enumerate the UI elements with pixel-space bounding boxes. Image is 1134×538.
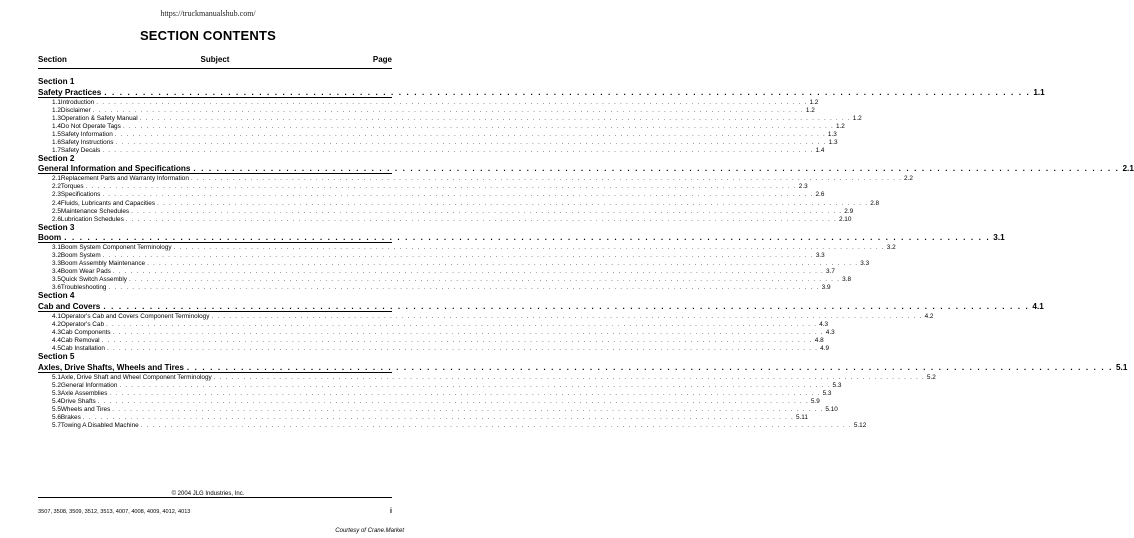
entry-title: Maintenance Schedules xyxy=(60,207,130,215)
section-label: Section 5 xyxy=(38,352,75,362)
section-heading[interactable] xyxy=(38,163,1134,174)
entry-title: Cab Removal xyxy=(60,337,100,345)
toc-entry[interactable] xyxy=(38,243,896,252)
entry-number: 1.1 xyxy=(52,98,61,106)
section-page: 1.1 xyxy=(1033,87,1045,97)
toc-entry[interactable] xyxy=(38,336,824,345)
toc-entry[interactable] xyxy=(38,215,852,223)
dot-leader: . . . . . . . . . . . . . . . . . . . . . . . . . . . . . . . . . . . . . . . . . . . . . . . . . . . . . . . . . . . . . . . . . . . . . . . . . . . . . . . . . . . . . . . . . . . . . . . . . . . . . . . . . . . . . . . . . . . . . . . . xyxy=(125,215,837,223)
entry-page: 2.2 xyxy=(904,175,913,183)
entry-page: 4.9 xyxy=(820,345,829,353)
toc-entry[interactable] xyxy=(38,405,838,413)
dot-leader: . . . . . . . . . . . . . . . . . . . . . . . . . . . . . . . . . . . . . . . . . . . . . . . . . . . . . . . . . . . . . . . . . . . . . . . . . . . . . . . . . . . . . . . . . . . . . . . . . . . . . . . . . . . . . . . . . . . . . . . . xyxy=(102,191,814,199)
column-header-page: Page xyxy=(372,55,392,64)
entry-page: 2.8 xyxy=(870,199,880,207)
toc-entry[interactable] xyxy=(38,397,820,405)
entry-title: Troubleshooting xyxy=(60,284,107,292)
dot-leader: . . . . . . . . . . . . . . . . . . . . . . . . . . . . . . . . . . . . . . . . . . . . . . . . . . . . . . . . . . . . . . . . . . . . . . . . . . . . . . . . . . . . . . . . . . . . . . . . . . . . . . . . . . . . . . . . . . . . . . . . xyxy=(173,244,885,252)
column-headers xyxy=(38,55,392,67)
section-heading[interactable] xyxy=(38,87,1045,98)
entry-page: 5.9 xyxy=(810,397,820,405)
dot-leader: . . . . . . . . . . . . . . . . . . . . . . . . . . . . . . . . . . . . . . . . . . . . . . . . . . . . . . . . . . . . . . . . . . . . . . . . . . . . . . . . . . . . . . . . . . . . . . . . . . . . . . . . . . . . . . . . . . . . . . . . xyxy=(106,345,819,353)
dot-leader: . . . . . . . . . . . . . . . . . . . . . . . . . . . . . . . . . . . . . . . . . . . . . . . . . . . . . . . . . . . . . . . . . . . . . . . . . . . . . . . . . . . . . . . . . . . . . . . . . . . . . . . . . . . . . . . . . . . . . . . . xyxy=(190,175,903,183)
dot-leader: . . . . . . . . . . . . . . . . . . . . . . . . . . . . . . . . . . . . . . . . . . . . . . . . . . . . . . . . . . . . . . . . . . . . . . . . . . . . . . . . . . . . . . . . . . . . . . . . . . . . . . . . . . . . . . . . . . . . . . . . xyxy=(104,87,1031,97)
dot-leader: . . . . . . . . . . . . . . . . . . . . . . . . . . . . . . . . . . . . . . . . . . . . . . . . . . . . . . . . . . . . . . . . . . . . . . . . . . . . . . . . . . . . . . . . . . . . . . . . . . . . . . . . . . . . . . . . . . . . . . . . xyxy=(140,421,852,429)
entry-page: 4.2 xyxy=(924,312,934,320)
entry-page: 4.3 xyxy=(819,320,829,328)
dot-leader: . . . . . . . . . . . . . . . . . . . . . . . . . . . . . . . . . . . . . . . . . . . . . . . . . . . . . . . . . . . . . . . . . . . . . . . . . . . . . . . . . . . . . . . . . . . . . . . . . . . . . . . . . . . . . . . . . . . . . . . . xyxy=(112,405,824,413)
entry-title: Towing A Disabled Machine xyxy=(60,421,139,429)
entry-number: 5.3 xyxy=(52,389,61,397)
entry-page: 5.10 xyxy=(825,405,838,413)
toc-entry[interactable] xyxy=(38,190,825,199)
entry-title: Disclaimer xyxy=(60,106,91,114)
toc-entry[interactable] xyxy=(38,182,808,191)
dot-leader: . . . . . . . . . . . . . . . . . . . . . . . . . . . . . . . . . . . . . . . . . . . . . . . . . . . . . . . . . . . . . . . . . . . . . . . . . . . . . . . . . . . . . . . . . . . . . . . . . . . . . . . . . . . . . . . . . . . . . . . . xyxy=(186,362,1113,372)
entry-page: 1.2 xyxy=(835,122,845,130)
toc-entry[interactable] xyxy=(38,344,829,353)
section-page: 3.1 xyxy=(993,233,1005,243)
toc-entry[interactable] xyxy=(38,320,829,328)
section-title: General Information and Specifications xyxy=(38,164,191,174)
entry-title: Safety Decals xyxy=(60,146,101,154)
entry-page: 5.3 xyxy=(822,389,832,397)
entry-title: Boom Wear Pads xyxy=(60,268,111,276)
dot-leader: . . . . . . . . . . . . . . . . . . . . . . . . . . . . . . . . . . . . . . . . . . . . . . . . . . . . . . . . . . . . . . . . . . . . . . . . . . . . . . . . . . . . . . . . . . . . . . . . . . . . . . . . . . . . . . . . . . . . . . . . xyxy=(108,284,820,292)
entry-page: 1.2 xyxy=(809,98,819,106)
entry-number: 3.6 xyxy=(52,284,61,292)
entry-number: 1.3 xyxy=(52,114,61,122)
dot-leader: . . . . . . . . . . . . . . . . . . . . . . . . . . . . . . . . . . . . . . . . . . . . . . . . . . . . . . . . . . . . . . . . . . . . . . . . . . . . . . . . . . . . . . . . . . . . . . . . . . . . . . . . . . . . . . . . . . . . . . . . xyxy=(122,122,834,130)
dot-leader: . . . . . . . . . . . . . . . . . . . . . . . . . . . . . . . . . . . . . . . . . . . . . . . . . . . . . . . . . . . . . . . . . . . . . . . . . . . . . . . . . . . . . . . . . . . . . . . . . . . . . . . . . . . . . . . . . . . . . . . . xyxy=(82,413,794,421)
dot-leader: . . . . . . . . . . . . . . . . . . . . . . . . . . . . . . . . . . . . . . . . . . . . . . . . . . . . . . . . . . . . . . . . . . . . . . . . . . . . . . . . . . . . . . . . . . . . . . . . . . . . . . . . . . . . . . . . . . . . . . . . xyxy=(139,114,851,122)
page-number: i xyxy=(390,508,392,515)
entry-number: 2.2 xyxy=(52,183,61,191)
section-title: Boom xyxy=(38,233,62,243)
entry-page: 5.3 xyxy=(832,381,842,389)
entry-page: 1.3 xyxy=(827,130,837,138)
toc-entry[interactable] xyxy=(38,146,825,154)
section-page: 4.1 xyxy=(1032,301,1044,311)
dot-leader: . . . . . . . . . . . . . . . . . . . . . . . . . . . . . . . . . . . . . . . . . . . . . . . . . . . . . . . . . . . . . . . . . . . . . . . . . . . . . . . . . . . . . . . . . . . . . . . . . . . . . . . . . . . . . . . . . . . . . . . . xyxy=(211,312,923,320)
copyright-text: © 2004 JLG Industries, Inc. xyxy=(169,491,248,497)
dot-leader: . . . . . . . . . . . . . . . . . . . . . . . . . . . . . . . . . . . . . . . . . . . . . . . . . . . . . . . . . . . . . . . . . . . . . . . . . . . . . . . . . . . . . . . . . . . . . . . . . . . . . . . . . . . . . . . . . . . . . . . . xyxy=(112,329,824,337)
entry-number: 2.4 xyxy=(52,199,61,207)
toc-entry[interactable] xyxy=(38,381,842,389)
entry-title: Axle Assemblies xyxy=(60,389,108,397)
section-label: Section 1 xyxy=(38,77,75,86)
dot-leader: . . . . . . . . . . . . . . . . . . . . . . . . . . . . . . . . . . . . . . . . . . . . . . . . . . . . . . . . . . . . . . . . . . . . . . . . . . . . . . . . . . . . . . . . . . . . . . . . . . . . . . . . . . . . . . . . . . . . . . . . xyxy=(109,389,821,397)
section-heading[interactable] xyxy=(38,301,1044,312)
entry-title: Operator's Cab and Covers Component Terminology xyxy=(60,312,210,320)
dot-leader: . . . . . . . . . . . . . . . . . . . . . . . . . . . . . . . . . . . . . . . . . . . . . . . . . . . . . . . . . . . . . . . . . . . . . . . . . . . . . . . . . . . . . . . . . . . . . . . . . . . . . . . . . . . . . . . . . . . . . . . . xyxy=(213,373,925,381)
entry-page: 5.2 xyxy=(926,373,936,381)
entry-page: 2.3 xyxy=(798,183,808,191)
entry-title: Operation & Safety Manual xyxy=(60,114,138,122)
toc-entry[interactable] xyxy=(38,267,835,276)
entry-number: 5.1 xyxy=(52,373,61,381)
toc-entry[interactable] xyxy=(38,114,862,122)
dot-leader: . . . . . . . . . . . . . . . . . . . . . . . . . . . . . . . . . . . . . . . . . . . . . . . . . . . . . . . . . . . . . . . . . . . . . . . . . . . . . . . . . . . . . . . . . . . . . . . . . . . . . . . . . . . . . . . . . . . . . . . . xyxy=(102,252,814,260)
entry-title: Brakes xyxy=(60,413,81,421)
entry-title: Boom System Component Terminology xyxy=(60,244,172,252)
entry-number: 3.2 xyxy=(52,252,61,260)
entry-title: Boom Assembly Maintenance xyxy=(60,260,146,268)
entry-page: 3.2 xyxy=(886,244,896,252)
table-of-contents xyxy=(38,77,1134,429)
section-page: 2.1 xyxy=(1122,164,1134,174)
entry-page: 1.3 xyxy=(828,138,838,146)
entry-title: Wheels and Tires xyxy=(60,405,111,413)
dot-leader: . . . . . . . . . . . . . . . . . . . . . . . . . . . . . . . . . . . . . . . . . . . . . . . . . . . . . . . . . . . . . . . . . . . . . . . . . . . . . . . . . . . . . . . . . . . . . . . . . . . . . . . . . . . . . . . . . . . . . . . . xyxy=(96,98,808,106)
section-title: Axles, Drive Shafts, Wheels and Tires xyxy=(38,362,184,372)
toc-entry[interactable] xyxy=(38,413,808,421)
entry-number: 5.7 xyxy=(52,421,61,429)
entry-number: 3.5 xyxy=(52,276,61,284)
dot-leader: . . . . . . . . . . . . . . . . . . . . . . . . . . . . . . . . . . . . . . . . . . . . . . . . . . . . . . . . . . . . . . . . . . . . . . . . . . . . . . . . . . . . . . . . . . . . . . . . . . . . . . . . . . . . . . . . . . . . . . . . xyxy=(128,276,841,284)
entry-number: 1.7 xyxy=(52,146,61,154)
dot-leader: . . . . . . . . . . . . . . . . . . . . . . . . . . . . . . . . . . . . . . . . . . . . . . . . . . . . . . . . . . . . . . . . . . . . . . . . . . . . . . . . . . . . . . . . . . . . . . . . . . . . . . . . . . . . . . . . . . . . . . . . xyxy=(112,268,825,276)
dot-leader: . . . . . . . . . . . . . . . . . . . . . . . . . . . . . . . . . . . . . . . . . . . . . . . . . . . . . . . . . . . . . . . . . . . . . . . . . . . . . . . . . . . . . . . . . . . . . . . . . . . . . . . . . . . . . . . . . . . . . . . . xyxy=(147,260,859,268)
toc-entry[interactable] xyxy=(38,130,837,138)
entry-number: 5.6 xyxy=(52,413,61,421)
entry-number: 4.3 xyxy=(52,329,61,337)
toc-entry[interactable] xyxy=(38,251,825,260)
entry-title: Cab Installation xyxy=(60,345,105,353)
entry-number: 4.1 xyxy=(52,312,61,320)
entry-page: 1.4 xyxy=(815,146,825,154)
entry-page: 2.9 xyxy=(844,207,854,215)
entry-page: 3.3 xyxy=(860,260,870,268)
entry-page: 3.8 xyxy=(842,276,851,284)
dot-leader: . . . . . . . . . . . . . . . . . . . . . . . . . . . . . . . . . . . . . . . . . . . . . . . . . . . . . . . . . . . . . . . . . . . . . . . . . . . . . . . . . . . . . . . . . . . . . . . . . . . . . . . . . . . . . . . . . . . . . . . . xyxy=(85,183,797,191)
toc-entry[interactable] xyxy=(38,312,934,320)
toc-entry[interactable] xyxy=(38,122,845,130)
entry-number: 2.5 xyxy=(52,207,61,215)
entry-number: 2.1 xyxy=(52,175,61,183)
toc-entry[interactable] xyxy=(38,106,815,114)
source-url[interactable]: https://truckmanualshub.com/ xyxy=(160,9,256,18)
entry-title: Cab Components xyxy=(60,329,111,337)
section-title: Safety Practices xyxy=(38,87,102,97)
toc-entry[interactable] xyxy=(38,328,835,337)
dot-leader: . . . . . . . . . . . . . . . . . . . . . . . . . . . . . . . . . . . . . . . . . . . . . . . . . . . . . . . . . . . . . . . . . . . . . . . . . . . . . . . . . . . . . . . . . . . . . . . . . . . . . . . . . . . . . . . . . . . . . . . . xyxy=(193,164,1120,174)
header-rule xyxy=(38,68,392,69)
column-header-section: Section xyxy=(38,55,67,64)
entry-title: Lubrication Schedules xyxy=(60,215,124,223)
entry-title: Do Not Operate Tags xyxy=(60,122,121,130)
model-list: 3507, 3508, 3509, 3512, 3513, 4007, 4008, 4009, 4012, 4013 xyxy=(38,509,191,515)
toc-entry[interactable] xyxy=(38,174,913,183)
dot-leader: . . . . . . . . . . . . . . . . . . . . . . . . . . . . . . . . . . . . . . . . . . . . . . . . . . . . . . . . . . . . . . . . . . . . . . . . . . . . . . . . . . . . . . . . . . . . . . . . . . . . . . . . . . . . . . . . . . . . . . . . xyxy=(119,381,831,389)
entry-page: 3.3 xyxy=(815,252,825,260)
entry-number: 4.2 xyxy=(52,320,61,328)
entry-number: 5.5 xyxy=(52,405,61,413)
entry-number: 2.6 xyxy=(52,215,61,223)
entry-title: Axle, Drive Shaft and Wheel Component Terminology xyxy=(60,373,212,381)
toc-entry[interactable] xyxy=(38,421,867,429)
entry-number: 4.4 xyxy=(52,337,61,345)
toc-entry[interactable] xyxy=(38,389,832,397)
entry-page: 2.10 xyxy=(838,215,852,223)
toc-entry[interactable] xyxy=(38,198,880,207)
dot-leader: . . . . . . . . . . . . . . . . . . . . . . . . . . . . . . . . . . . . . . . . . . . . . . . . . . . . . . . . . . . . . . . . . . . . . . . . . . . . . . . . . . . . . . . . . . . . . . . . . . . . . . . . . . . . . . . . . . . . . . . . xyxy=(64,233,991,243)
dot-leader: . . . . . . . . . . . . . . . . . . . . . . . . . . . . . . . . . . . . . . . . . . . . . . . . . . . . . . . . . . . . . . . . . . . . . . . . . . . . . . . . . . . . . . . . . . . . . . . . . . . . . . . . . . . . . . . . . . . . . . . . xyxy=(157,199,869,207)
entry-title: Boom System xyxy=(60,252,101,260)
section-heading[interactable] xyxy=(38,232,1005,243)
entry-title: Quick Switch Assembly xyxy=(60,276,127,284)
entry-number: 1.6 xyxy=(52,138,61,146)
entry-title: Safety Information xyxy=(60,130,113,138)
section-heading[interactable] xyxy=(38,362,1128,373)
toc-entry[interactable] xyxy=(38,283,831,292)
section-label: Section 4 xyxy=(38,291,75,301)
entry-page: 1.2 xyxy=(852,114,862,122)
dot-leader: . . . . . . . . . . . . . . . . . . . . . . . . . . . . . . . . . . . . . . . . . . . . . . . . . . . . . . . . . . . . . . . . . . . . . . . . . . . . . . . . . . . . . . . . . . . . . . . . . . . . . . . . . . . . . . . . . . . . . . . . xyxy=(103,301,1030,311)
dot-leader: . . . . . . . . . . . . . . . . . . . . . . . . . . . . . . . . . . . . . . . . . . . . . . . . . . . . . . . . . . . . . . . . . . . . . . . . . . . . . . . . . . . . . . . . . . . . . . . . . . . . . . . . . . . . . . . . . . . . . . . . xyxy=(92,106,804,114)
entry-page: 1.2 xyxy=(805,106,815,114)
entry-page: 4.3 xyxy=(825,329,835,337)
section-label: Section 2 xyxy=(38,153,75,163)
entry-number: 3.3 xyxy=(52,260,61,268)
entry-title: Replacement Parts and Warranty Information xyxy=(60,175,189,183)
entry-title: Specifications xyxy=(60,191,101,199)
entry-number: 5.2 xyxy=(52,381,61,389)
entry-number: 2.3 xyxy=(52,191,61,199)
section-page: 5.1 xyxy=(1116,362,1128,372)
dot-leader: . . . . . . . . . . . . . . . . . . . . . . . . . . . . . . . . . . . . . . . . . . . . . . . . . . . . . . . . . . . . . . . . . . . . . . . . . . . . . . . . . . . . . . . . . . . . . . . . . . . . . . . . . . . . . . . . . . . . . . . . xyxy=(101,337,813,345)
dot-leader: . . . . . . . . . . . . . . . . . . . . . . . . . . . . . . . . . . . . . . . . . . . . . . . . . . . . . . . . . . . . . . . . . . . . . . . . . . . . . . . . . . . . . . . . . . . . . . . . . . . . . . . . . . . . . . . . . . . . . . . . xyxy=(102,146,814,154)
page-title: SECTION CONTENTS xyxy=(139,28,277,43)
dot-leader: . . . . . . . . . . . . . . . . . . . . . . . . . . . . . . . . . . . . . . . . . . . . . . . . . . . . . . . . . . . . . . . . . . . . . . . . . . . . . . . . . . . . . . . . . . . . . . . . . . . . . . . . . . . . . . . . . . . . . . . . xyxy=(97,397,809,405)
toc-entry[interactable] xyxy=(38,275,851,284)
entry-number: 1.5 xyxy=(52,130,61,138)
entry-page: 3.7 xyxy=(826,268,835,276)
entry-title: Torques xyxy=(60,183,84,191)
dot-leader: . . . . . . . . . . . . . . . . . . . . . . . . . . . . . . . . . . . . . . . . . . . . . . . . . . . . . . . . . . . . . . . . . . . . . . . . . . . . . . . . . . . . . . . . . . . . . . . . . . . . . . . . . . . . . . . . . . . . . . . . xyxy=(131,207,843,215)
entry-number: 5.4 xyxy=(52,397,61,405)
entry-page: 2.6 xyxy=(815,191,825,199)
entry-title: Safety Instructions xyxy=(60,138,114,146)
entry-page: 4.8 xyxy=(814,337,824,345)
entry-page: 5.12 xyxy=(853,421,867,429)
section-title: Cab and Covers xyxy=(38,301,101,311)
copyright-notice xyxy=(0,491,416,497)
entry-number: 4.5 xyxy=(52,345,61,353)
column-header-subject: Subject xyxy=(200,55,230,64)
entry-title: Operator's Cab xyxy=(60,320,105,328)
entry-number: 1.4 xyxy=(52,122,61,130)
entry-title: Introduction xyxy=(60,98,95,106)
dot-leader: . . . . . . . . . . . . . . . . . . . . . . . . . . . . . . . . . . . . . . . . . . . . . . . . . . . . . . . . . . . . . . . . . . . . . . . . . . . . . . . . . . . . . . . . . . . . . . . . . . . . . . . . . . . . . . . . . . . . . . . . xyxy=(106,320,818,328)
entry-title: General Information xyxy=(60,381,118,389)
entry-title: Fluids, Lubricants and Capacities xyxy=(60,199,156,207)
entry-page: 5.11 xyxy=(795,413,808,421)
dot-leader: . . . . . . . . . . . . . . . . . . . . . . . . . . . . . . . . . . . . . . . . . . . . . . . . . . . . . . . . . . . . . . . . . . . . . . . . . . . . . . . . . . . . . . . . . . . . . . . . . . . . . . . . . . . . . . . . . . . . . . . . xyxy=(114,130,826,138)
toc-entry[interactable] xyxy=(38,207,854,215)
toc-entry[interactable] xyxy=(38,259,870,268)
entry-number: 3.4 xyxy=(52,268,61,276)
entry-page: 3.9 xyxy=(821,284,831,292)
toc-entry[interactable] xyxy=(38,138,838,146)
toc-entry[interactable] xyxy=(38,98,819,106)
footer-rule xyxy=(38,497,392,498)
entry-number: 1.2 xyxy=(52,106,61,114)
toc-entry[interactable] xyxy=(38,373,936,381)
section-label: Section 3 xyxy=(38,222,75,232)
courtesy-note: Courtesy of Crane.Market xyxy=(335,528,404,534)
entry-number: 3.1 xyxy=(52,244,61,252)
dot-leader: . . . . . . . . . . . . . . . . . . . . . . . . . . . . . . . . . . . . . . . . . . . . . . . . . . . . . . . . . . . . . . . . . . . . . . . . . . . . . . . . . . . . . . . . . . . . . . . . . . . . . . . . . . . . . . . . . . . . . . . . xyxy=(115,138,827,146)
entry-title: Drive Shafts xyxy=(60,397,96,405)
